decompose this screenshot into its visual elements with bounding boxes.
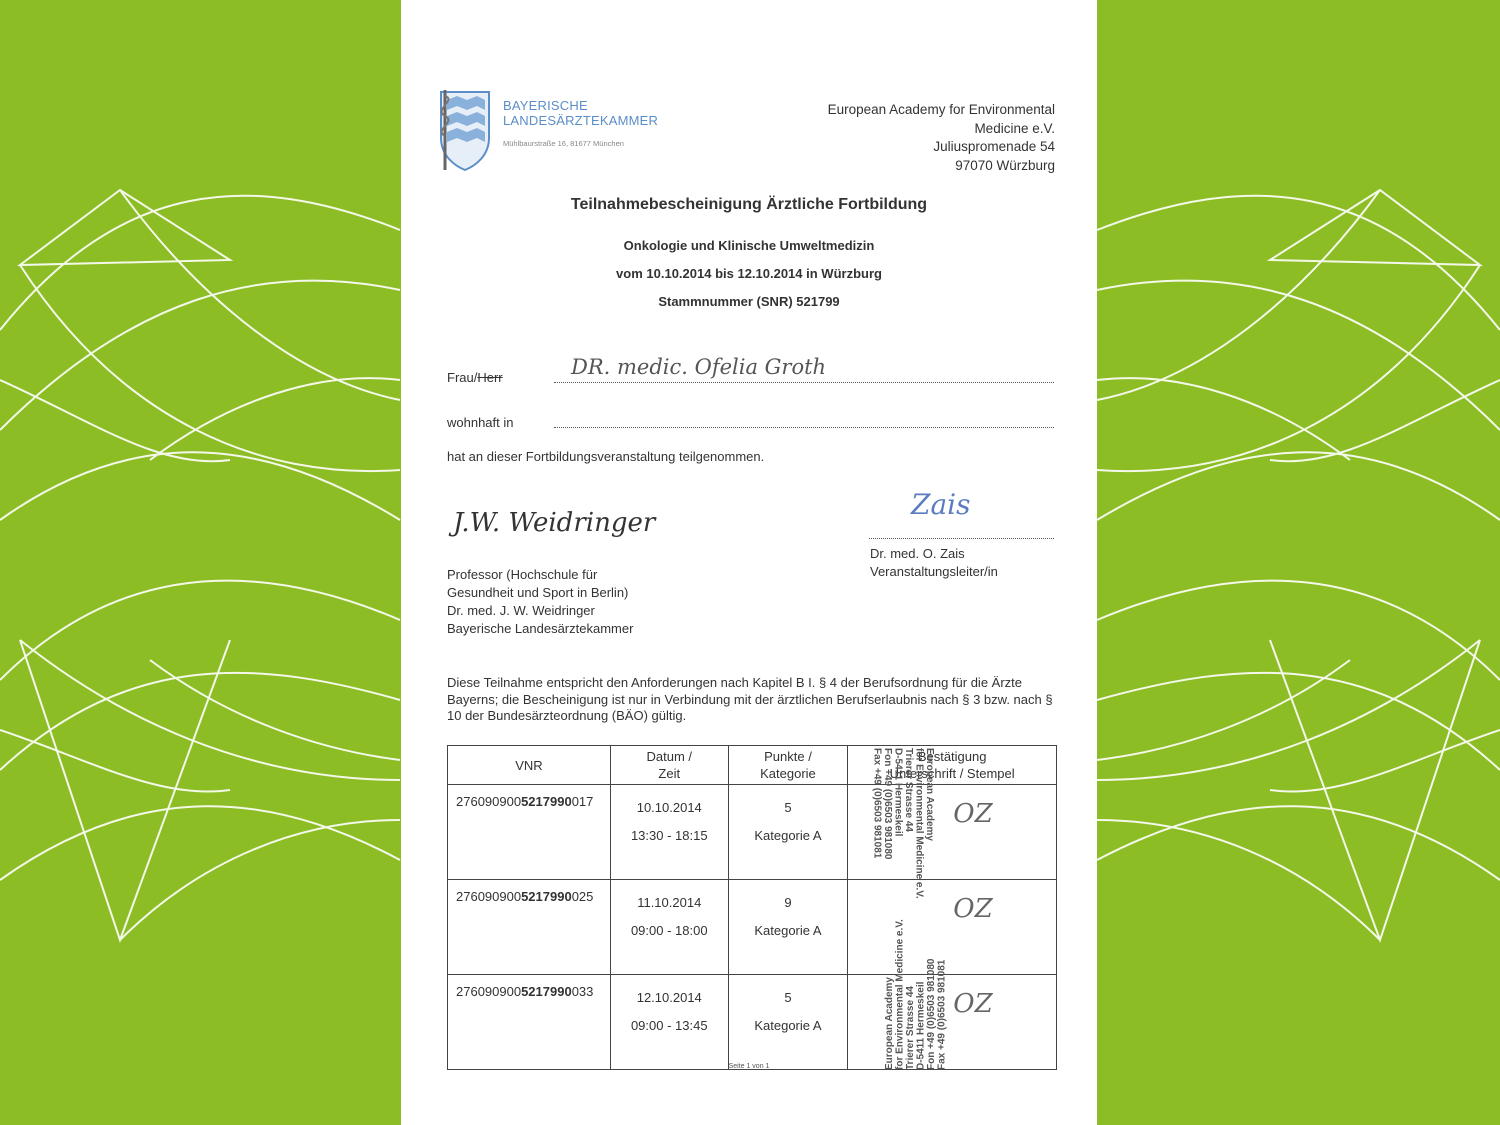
vnr-prefix: 276090900: [456, 984, 522, 999]
date-cell: [610, 880, 728, 975]
header-punkte-line2: Kategorie: [760, 766, 816, 781]
sender-line3: Juliuspromenade 54: [933, 139, 1055, 154]
vnr-prefix: 276090900: [456, 889, 522, 904]
header-punkte: [728, 746, 848, 785]
sender-line2: Medicine e.V.: [974, 120, 1055, 136]
vnr-suffix: 033: [571, 984, 594, 999]
right-signature: Zais: [911, 488, 971, 521]
vnr-snr: 5217990: [521, 984, 572, 999]
stamp-line3: Trierer Strasse 44: [903, 748, 914, 832]
logo-address: Mühlbaurstraße 16, 81677 München: [503, 139, 624, 148]
header-vnr: VNR: [448, 746, 611, 785]
vnr-prefix: 276090900: [456, 794, 522, 809]
logo-name-line1: BAYERISCHE: [503, 98, 588, 113]
category-value: Kategorie A: [754, 1018, 822, 1033]
stamp-line2: for Environmental Medicine e.V.: [894, 919, 906, 1070]
certificate-document: [401, 0, 1097, 1125]
vnr-suffix: 017: [571, 794, 594, 809]
sender-line4: 97070 Würzburg: [955, 157, 1055, 173]
date-value: 11.10.2014: [637, 895, 702, 910]
table-row: [448, 880, 1057, 975]
left-signature: J.W. Weidringer: [453, 508, 656, 538]
page-footer: Seite 1 von 1: [728, 1063, 770, 1070]
time-value: 09:00 - 18:00: [630, 923, 708, 938]
table-row: [448, 785, 1057, 880]
points-cell: [728, 785, 848, 880]
vnr-snr: 5217990: [521, 889, 572, 904]
landesaerztekammer-logo-icon: [433, 86, 497, 174]
salutation-label: [447, 370, 503, 385]
right-signature-line: [869, 538, 1054, 539]
stamp-line2: for Environmental Medicine e.V.: [913, 748, 925, 899]
document-title: Teilnahmebescheinigung Ärztliche Fortbildung: [570, 196, 928, 213]
sender-address: [828, 101, 1055, 175]
header-datum-line2: Zeit: [658, 766, 681, 781]
vnr-snr: 5217990: [521, 794, 572, 809]
logo-name: [503, 98, 658, 128]
salutation-herr-struck: Herr: [477, 370, 503, 385]
left-signatory-line4: Bayerische Landesärztekammer: [447, 621, 634, 636]
academy-stamp: [885, 920, 948, 1070]
vnr-cell: [448, 880, 611, 975]
header-datum-line1: Datum /: [646, 749, 693, 764]
signature-cell: OZ: [848, 880, 1057, 975]
course-snr: Stammnummer (SNR) 521799: [658, 294, 840, 309]
category-value: Kategorie A: [754, 923, 822, 938]
points-value: 5: [784, 990, 792, 1005]
participant-name: DR. medic. Ofelia Groth: [571, 355, 827, 379]
date-cell: [610, 975, 728, 1070]
residence-label: wohnhaft in: [447, 415, 514, 430]
table-header-row: [448, 746, 1057, 785]
salutation-frau: Frau/: [447, 370, 478, 385]
right-signatory-block: [870, 545, 998, 581]
course-name: Onkologie und Klinische Umweltmedizin: [623, 238, 875, 253]
date-value: 12.10.2014: [636, 990, 702, 1005]
header-bestaetigung-line2: Unterschrift / Stempel: [889, 766, 1015, 781]
stamp-line6: Fax +49 (0)6503 981081: [936, 959, 948, 1070]
vnr-table: [447, 745, 1057, 1070]
right-signatory-line2: Veranstaltungsleiter/in: [870, 564, 998, 579]
sender-line1: European Academy for Environmental: [827, 102, 1055, 117]
logo-name-line2: LANDESÄRZTEKAMMER: [503, 113, 659, 128]
academy-stamp: [871, 748, 934, 898]
stamp-line1: European Academy: [924, 748, 935, 841]
points-cell: [728, 975, 848, 1070]
residence-dotted-line: [554, 427, 1054, 428]
stamp-line3: Trierer Strasse 44: [905, 986, 916, 1070]
left-signatory-line3: Dr. med. J. W. Weidringer: [447, 603, 595, 618]
name-dotted-line: [554, 382, 1054, 383]
vnr-suffix: 025: [571, 889, 594, 904]
right-signatory-line1: Dr. med. O. Zais: [870, 546, 965, 561]
stamp-line4: D-5411 Hermeskeil: [892, 748, 904, 837]
stamp-line4: D-5411 Hermeskeil: [915, 981, 927, 1070]
stamp-line6: Fax +49 (0)6503 981081: [871, 748, 883, 859]
left-signatory-block: [447, 566, 633, 638]
header-punkte-line1: Punkte /: [764, 749, 812, 764]
time-value: 09:00 - 13:45: [630, 1018, 708, 1033]
participation-text: hat an dieser Fortbildungsveranstaltung teilgenommen.: [447, 449, 765, 464]
vnr-cell: [448, 975, 611, 1070]
stamp-line1: European Academy: [884, 977, 895, 1070]
date-cell: [610, 785, 728, 880]
stamp-line5: Fon +49 (0)6503 981080: [926, 958, 937, 1070]
category-value: Kategorie A: [754, 828, 822, 843]
signature-cell: OZ: [848, 785, 1057, 880]
date-value: 10.10.2014: [636, 800, 702, 815]
points-cell: [728, 880, 848, 975]
left-signatory-line1: Professor (Hochschule für: [447, 567, 598, 582]
course-dates: vom 10.10.2014 bis 12.10.2014 in Würzburg: [616, 266, 882, 281]
table-row: [448, 975, 1057, 1070]
legal-text: Diese Teilnahme entspricht den Anforderungen nach Kapitel B I. § 4 der Berufsordnung für die Ärzte Bayerns; die Bescheinigung ist nur in Verbindung mit der ärztlichen Berufserlaubnis nach § 3 bzw. nach § 10 der Bundesärzteordnung (BÄO) gültig.: [447, 675, 1053, 723]
signature-cell: OZ: [848, 975, 1057, 1070]
header-bestaetigung-line1: Bestätigung: [917, 749, 987, 764]
points-value: 5: [784, 800, 792, 815]
time-value: 13:30 - 18:15: [630, 828, 708, 843]
left-signatory-line2: Gesundheit und Sport in Berlin): [447, 585, 629, 600]
points-value: 9: [784, 895, 792, 910]
header-datum: [610, 746, 728, 785]
vnr-cell: [448, 785, 611, 880]
stamp-line5: Fon +49 (0)6503 981080: [882, 748, 893, 860]
